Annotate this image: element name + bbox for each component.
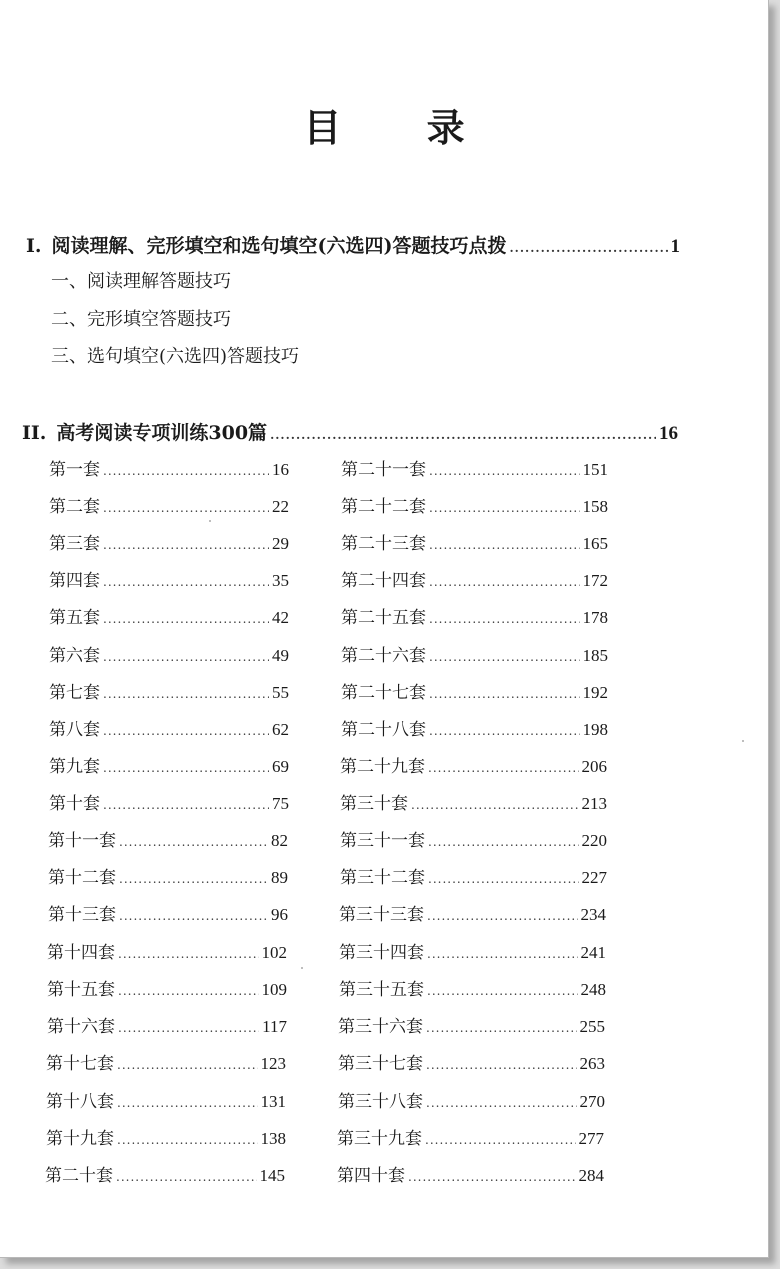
dot-leader xyxy=(103,724,269,738)
toc-item[interactable] xyxy=(49,789,289,814)
toc-item-label: 第十三套 xyxy=(48,905,116,925)
dot-leader xyxy=(427,909,578,923)
toc-item-page: 131 xyxy=(260,1092,286,1111)
toc-item-label: 第二套 xyxy=(49,497,100,517)
toc-item[interactable] xyxy=(49,641,289,666)
toc-item-page: 234 xyxy=(580,905,606,924)
toc-item-label: 第二十四套 xyxy=(341,571,426,591)
toc-item-page: 192 xyxy=(582,683,608,702)
toc-item-page: 42 xyxy=(272,608,289,627)
toc-item[interactable] xyxy=(340,752,607,777)
dot-leader xyxy=(429,501,580,515)
toc-item[interactable] xyxy=(339,938,606,963)
toc-item-page: 248 xyxy=(580,980,606,999)
toc-item[interactable] xyxy=(338,1087,605,1112)
toc-item[interactable] xyxy=(46,1124,286,1149)
toc-item[interactable] xyxy=(46,1049,286,1074)
toc-item-label: 第十套 xyxy=(49,794,100,814)
toc-item-label: 第三十二套 xyxy=(340,868,425,888)
toc-item-page: 123 xyxy=(260,1054,286,1073)
toc-item[interactable] xyxy=(49,455,289,480)
toc-item[interactable] xyxy=(340,826,607,851)
dot-leader xyxy=(119,835,268,849)
toc-item-page: 117 xyxy=(262,1017,287,1036)
toc-item-page: 16 xyxy=(272,460,289,479)
toc-item-label: 第一套 xyxy=(49,460,100,480)
toc-item[interactable] xyxy=(341,641,608,666)
toc-item-page: 158 xyxy=(582,497,608,516)
toc-item[interactable] xyxy=(49,715,289,740)
dot-leader xyxy=(117,1096,258,1110)
dot-leader xyxy=(119,909,268,923)
dot-leader xyxy=(103,687,269,701)
dot-leader xyxy=(429,650,580,664)
section-title: 阅读理解、完形填空和选句填空(六选四)答题技巧点拨 xyxy=(51,235,507,257)
toc-item-label: 第八套 xyxy=(49,720,100,740)
toc-item-page: 227 xyxy=(581,868,607,887)
toc-item[interactable] xyxy=(47,938,287,963)
toc-item-label: 第三十五套 xyxy=(339,980,424,1000)
dot-leader xyxy=(426,1096,577,1110)
toc-item-label: 第三十四套 xyxy=(339,943,424,963)
dot-leader xyxy=(103,761,269,775)
toc-section-2[interactable] xyxy=(22,418,678,445)
toc-item-label: 第二十八套 xyxy=(341,720,426,740)
toc-item-page: 198 xyxy=(582,720,608,739)
toc-item[interactable] xyxy=(337,1161,604,1186)
dot-leader xyxy=(270,428,656,442)
toc-item[interactable] xyxy=(48,863,288,888)
dot-leader xyxy=(116,1170,257,1184)
toc-item-label: 第十五套 xyxy=(47,980,115,1000)
dot-leader xyxy=(118,947,259,961)
toc-item-page: 89 xyxy=(271,868,288,887)
toc-item-page: 49 xyxy=(272,646,289,665)
toc-item-label: 第二十二套 xyxy=(341,497,426,517)
toc-item-page: 75 xyxy=(272,794,289,813)
section-number: I. xyxy=(26,235,42,257)
toc-item-page: 206 xyxy=(581,757,607,776)
toc-item-page: 263 xyxy=(579,1054,605,1073)
toc-item-page: 220 xyxy=(581,831,607,850)
toc-item-label: 第三十一套 xyxy=(340,831,425,851)
toc-item-label: 第三十九套 xyxy=(337,1129,422,1149)
toc-item-label: 第十六套 xyxy=(47,1017,115,1037)
toc-item[interactable] xyxy=(341,678,608,703)
dot-leader xyxy=(428,761,579,775)
toc-item[interactable] xyxy=(341,529,608,554)
toc-item[interactable] xyxy=(341,603,608,628)
toc-item[interactable] xyxy=(338,1049,605,1074)
toc-item[interactable] xyxy=(341,566,608,591)
toc-item-page: 82 xyxy=(271,831,288,850)
dot-leader xyxy=(118,1021,259,1035)
toc-item-page: 69 xyxy=(272,757,289,776)
section-page: 1 xyxy=(670,236,680,257)
toc-item-page: 178 xyxy=(582,608,608,627)
dot-leader xyxy=(103,612,269,626)
toc-item[interactable] xyxy=(47,975,287,1000)
scan-speck xyxy=(742,740,744,742)
toc-item-page: 277 xyxy=(578,1129,604,1148)
toc-item[interactable] xyxy=(340,789,607,814)
toc-item[interactable] xyxy=(339,900,606,925)
dot-leader xyxy=(103,798,269,812)
toc-item-page: 29 xyxy=(272,534,289,553)
toc-item-page: 284 xyxy=(578,1166,604,1185)
dot-leader xyxy=(103,650,269,664)
dot-leader xyxy=(103,575,269,589)
scan-speck xyxy=(209,520,211,522)
toc-item[interactable] xyxy=(47,1012,287,1037)
toc-subsection[interactable]: 一、阅读理解答题技巧 xyxy=(51,271,231,292)
toc-item[interactable] xyxy=(46,1087,286,1112)
toc-subsection[interactable]: 二、完形填空答题技巧 xyxy=(51,309,231,330)
toc-item[interactable] xyxy=(341,492,608,517)
toc-item-label: 第九套 xyxy=(49,757,100,777)
toc-item[interactable] xyxy=(340,863,607,888)
dot-leader xyxy=(118,984,259,998)
toc-item-label: 第二十七套 xyxy=(341,683,426,703)
toc-item-page: 270 xyxy=(579,1092,605,1111)
toc-item-page: 138 xyxy=(260,1129,286,1148)
dot-leader xyxy=(510,241,668,255)
toc-item-label: 第七套 xyxy=(49,683,100,703)
dot-leader xyxy=(427,984,578,998)
toc-item[interactable] xyxy=(49,752,289,777)
dot-leader xyxy=(117,1133,258,1147)
toc-item-label: 第十二套 xyxy=(48,868,116,888)
dot-leader xyxy=(427,947,578,961)
toc-item-label: 第六套 xyxy=(49,646,100,666)
dot-leader xyxy=(426,1021,577,1035)
toc-item-page: 102 xyxy=(261,943,287,962)
toc-item-page: 165 xyxy=(582,534,608,553)
dot-leader xyxy=(117,1058,258,1072)
toc-item[interactable] xyxy=(45,1161,285,1186)
toc-item[interactable] xyxy=(341,455,608,480)
dot-leader xyxy=(411,798,579,812)
scan-speck xyxy=(301,967,303,969)
toc-item[interactable] xyxy=(49,529,289,554)
dot-leader xyxy=(425,1133,576,1147)
toc-section-1[interactable] xyxy=(26,231,680,258)
dot-leader xyxy=(408,1170,576,1184)
toc-subsection[interactable]: 三、选句填空(六选四)答题技巧 xyxy=(51,346,300,367)
toc-item-page: 55 xyxy=(272,683,289,702)
toc-item-page: 241 xyxy=(580,943,606,962)
toc-item-page: 35 xyxy=(272,571,289,590)
toc-item-label: 第五套 xyxy=(49,608,100,628)
toc-item[interactable] xyxy=(48,900,288,925)
toc-item-label: 第二十九套 xyxy=(340,757,425,777)
toc-item-label: 第四十套 xyxy=(337,1166,405,1186)
dot-leader xyxy=(429,464,580,478)
toc-item[interactable] xyxy=(49,678,289,703)
toc-item-page: 62 xyxy=(272,720,289,739)
toc-item-page: 145 xyxy=(259,1166,285,1185)
toc-item-page: 22 xyxy=(272,497,289,516)
toc-item-page: 96 xyxy=(271,905,288,924)
toc-item-label: 第十四套 xyxy=(47,943,115,963)
dot-leader xyxy=(428,835,579,849)
page-title: 目 录 xyxy=(303,105,501,150)
toc-item-label: 第二十五套 xyxy=(341,608,426,628)
toc-item-label: 第二十三套 xyxy=(341,534,426,554)
dot-leader xyxy=(429,538,580,552)
toc-item-page: 185 xyxy=(582,646,608,665)
toc-item-page: 213 xyxy=(581,794,607,813)
toc-item[interactable] xyxy=(338,1012,605,1037)
toc-item-label: 第十八套 xyxy=(46,1092,114,1112)
toc-item-page: 109 xyxy=(261,980,287,999)
dot-leader xyxy=(426,1058,577,1072)
toc-item-page: 172 xyxy=(582,571,608,590)
toc-item-label: 第十七套 xyxy=(46,1054,114,1074)
toc-item-label: 第十一套 xyxy=(48,831,116,851)
toc-item-label: 第三十三套 xyxy=(339,905,424,925)
toc-item[interactable] xyxy=(49,603,289,628)
toc-item-label: 第三十八套 xyxy=(338,1092,423,1112)
toc-item[interactable] xyxy=(49,566,289,591)
toc-item-label: 第三十套 xyxy=(340,794,408,814)
toc-item[interactable] xyxy=(341,715,608,740)
dot-leader xyxy=(429,687,580,701)
dot-leader xyxy=(103,538,269,552)
toc-item-page: 151 xyxy=(582,460,608,479)
toc-item[interactable] xyxy=(49,492,289,517)
toc-item[interactable] xyxy=(48,826,288,851)
section-number: II. xyxy=(22,422,47,444)
section-title: 高考阅读专项训练300篇 xyxy=(56,422,268,444)
dot-leader xyxy=(428,872,579,886)
toc-item[interactable] xyxy=(337,1124,604,1149)
toc-item-label: 第十九套 xyxy=(46,1129,114,1149)
toc-item-label: 第二十一套 xyxy=(341,460,426,480)
toc-item-label: 第三十六套 xyxy=(338,1017,423,1037)
toc-item-label: 第三十七套 xyxy=(338,1054,423,1074)
dot-leader xyxy=(429,612,580,626)
toc-item[interactable] xyxy=(339,975,606,1000)
toc-item-label: 第二十六套 xyxy=(341,646,426,666)
toc-item-page: 255 xyxy=(579,1017,605,1036)
dot-leader xyxy=(103,501,269,515)
section-page: 16 xyxy=(659,423,678,444)
dot-leader xyxy=(429,724,580,738)
dot-leader xyxy=(103,464,269,478)
toc-item-label: 第三套 xyxy=(49,534,100,554)
dot-leader xyxy=(429,575,580,589)
dot-leader xyxy=(119,872,268,886)
toc-item-label: 第二十套 xyxy=(45,1166,113,1186)
toc-item-label: 第四套 xyxy=(49,571,100,591)
